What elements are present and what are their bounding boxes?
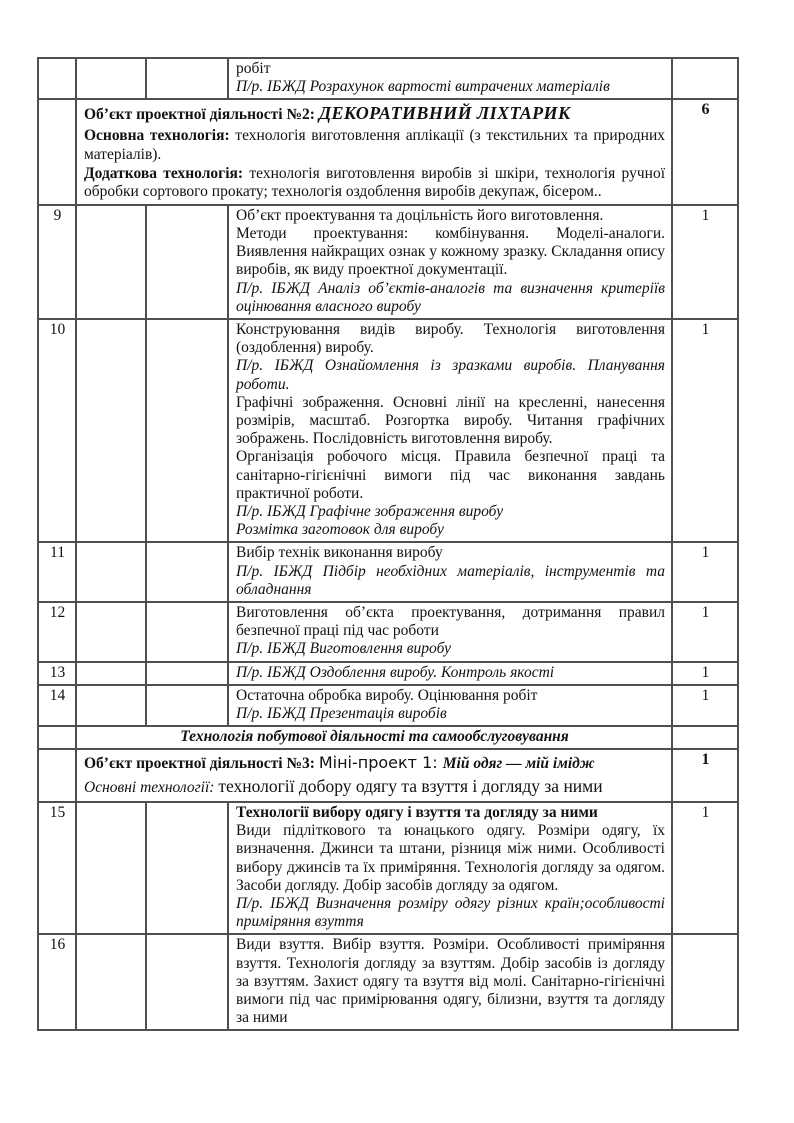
date-cell	[146, 542, 228, 602]
date-cell	[146, 58, 228, 99]
lesson-number-cell	[38, 749, 76, 802]
table-row	[38, 58, 738, 99]
date-cell	[76, 205, 146, 319]
paragraph	[236, 705, 665, 723]
lesson-content-cell	[228, 934, 672, 1030]
paragraph	[236, 60, 665, 78]
paragraph	[236, 895, 665, 931]
table-row	[38, 205, 738, 319]
hours-cell	[672, 934, 738, 1030]
project-header-cell	[76, 749, 672, 802]
lesson-content-cell	[228, 685, 672, 726]
date-cell	[76, 58, 146, 99]
date-cell	[76, 685, 146, 726]
paragraph	[236, 604, 665, 640]
lesson-content-cell	[228, 58, 672, 99]
date-cell	[146, 319, 228, 542]
text-segment: технологія виготовлення виробів зі шкіри, технологія ручної обробки сортового прокату; технологія оздоблення виробів декупаж, бісером..	[84, 164, 665, 201]
table-row	[38, 602, 738, 662]
text-segment: Об’єкт проектної діяльності №2:	[84, 106, 319, 124]
text-segment: технологія виготовлення аплікації (з текстильних та природних матеріалів).	[84, 127, 666, 163]
text-segment: Основна технологія:	[84, 127, 236, 145]
hours-cell: 6	[672, 99, 738, 204]
lesson-content-cell	[228, 802, 672, 934]
text-segment: технології добору одягу та взуття і догляду за ними	[218, 776, 603, 797]
text-segment: Вибір технік виконання виробу	[236, 544, 443, 562]
paragraph	[84, 101, 665, 127]
text-segment: Технології вибору одягу і взуття та догляду за ними	[236, 803, 598, 821]
text-segment: Основні технології:	[84, 779, 219, 797]
text-segment: Розмітка заготовок для виробу	[236, 521, 444, 539]
table-row	[38, 542, 738, 602]
date-cell	[146, 662, 228, 685]
paragraph	[236, 804, 665, 822]
paragraph	[84, 751, 665, 776]
table-row	[38, 934, 738, 1030]
date-cell	[76, 542, 146, 602]
section-title-cell: Технологія побутової діяльності та самообслуговування	[76, 726, 672, 749]
curriculum-table-body	[38, 58, 738, 1030]
date-cell	[146, 685, 228, 726]
paragraph	[236, 936, 665, 1027]
text-segment: Графічні зображення. Основні лінії на кресленні, нанесення розмірів, масштаб. Розгортка виробу. Читання графічних зображень. Послідовність виготовлення виробу.	[236, 393, 665, 448]
hours-cell: 1	[672, 205, 738, 319]
text-segment: Види взуття. Вибір взуття. Розміри. Особливості приміряння взуття. Технологія догляду за взуттям. Добір засобів із догляду за взуттям. Захист одягу та взуття від молі. Санітарно-гігієнічні вимоги під час примірювання одягу, білизни, взуття та догляду за ними	[236, 936, 665, 1027]
lesson-number-cell	[38, 99, 76, 204]
table-row	[38, 662, 738, 685]
section-header-row	[38, 726, 738, 749]
date-cell	[76, 602, 146, 662]
date-cell	[146, 934, 228, 1030]
lesson-content-cell	[228, 602, 672, 662]
date-cell	[76, 802, 146, 934]
lesson-content-cell	[228, 662, 672, 685]
paragraph	[236, 503, 665, 521]
text-segment: П/р. ІБЖД Визначення розміру одягу різних країн;особливості приміряння взуття	[236, 894, 665, 931]
text-segment: Види підліткового та юнацького одягу. Розміри одягу, їх визначення. Джинси та штани, різниця між ними. Особливості вибору джинсів та їх приміряння. Технологія догляду за одягом. Засоби догляду. Добір засобів догляду за одягом.	[236, 822, 665, 894]
hours-cell: 1	[672, 802, 738, 934]
paragraph	[236, 357, 665, 393]
text-segment: П/р. ІБЖД Графічне зображення виробу	[236, 503, 504, 521]
paragraph	[236, 687, 665, 705]
paragraph	[84, 776, 665, 799]
text-segment: Виготовлення об’єкта проектування, дотримання правил безпечної праці під час роботи	[236, 604, 665, 640]
lesson-number-cell: 15	[38, 802, 76, 934]
text-segment: П/р. ІБЖД Оздоблення виробу. Контроль якості	[236, 663, 555, 681]
table-row	[38, 685, 738, 726]
hours-cell	[672, 58, 738, 99]
hours-cell: 1	[672, 319, 738, 542]
lesson-number-cell: 16	[38, 934, 76, 1030]
lesson-number-cell	[38, 58, 76, 99]
table-row	[38, 319, 738, 542]
paragraph	[236, 544, 665, 562]
text-segment: робіт	[236, 60, 271, 77]
text-segment: П/р. ІБЖД Підбір необхідних матеріалів, інструментів та обладнання	[236, 562, 665, 598]
paragraph	[84, 165, 665, 202]
text-segment: Конструювання видів виробу. Технологія виготовлення (оздоблення) виробу.	[236, 321, 665, 357]
hours-cell: 1	[672, 685, 738, 726]
lesson-number-cell: 12	[38, 602, 76, 662]
text-segment: Об’єкт проектної діяльності №3:	[84, 755, 319, 773]
table-row	[38, 802, 738, 934]
lesson-number-cell: 11	[38, 542, 76, 602]
paragraph	[236, 664, 665, 682]
date-cell	[76, 934, 146, 1030]
hours-cell: 1	[672, 542, 738, 602]
lesson-number-cell	[38, 726, 76, 749]
lesson-content-cell	[228, 205, 672, 319]
text-segment: П/р. ІБЖД Ознайомлення із зразками виробів. Планування роботи.	[236, 357, 665, 393]
text-segment: П/р. ІБЖД Аналіз об’єктів-аналогів та визначення критеріїв оцінювання власного виробу	[236, 279, 665, 315]
date-cell	[146, 205, 228, 319]
text-segment: Мій одяг — мій імідж	[442, 755, 595, 773]
curriculum-table	[37, 57, 739, 1031]
paragraph	[236, 78, 665, 96]
table-row	[38, 99, 738, 204]
lesson-number-cell: 9	[38, 205, 76, 319]
paragraph	[84, 127, 665, 164]
paragraph	[236, 394, 665, 449]
text-segment: П/р. ІБЖД Виготовлення виробу	[236, 640, 452, 658]
text-segment: Остаточна обробка виробу. Оцінювання робіт	[236, 686, 538, 704]
date-cell	[146, 602, 228, 662]
hours-cell: 1	[672, 662, 738, 685]
paragraph	[236, 521, 665, 539]
paragraph	[236, 321, 665, 357]
hours-cell: 1	[672, 749, 738, 802]
text-segment: П/р. ІБЖД Презентація виробів	[236, 705, 447, 723]
paragraph	[236, 280, 665, 316]
table-row	[38, 749, 738, 802]
date-cell	[76, 319, 146, 542]
lesson-content-cell	[228, 542, 672, 602]
paragraph	[236, 225, 665, 280]
text-segment: Додаткова технологія:	[84, 164, 250, 182]
hours-cell	[672, 726, 738, 749]
lesson-number-cell: 14	[38, 685, 76, 726]
date-cell	[146, 802, 228, 934]
text-segment: Організація робочого місця. Правила безпечної праці та санітарно-гігієнічні вимоги під час виконання завдань практичної роботи.	[236, 448, 665, 502]
paragraph	[236, 822, 665, 895]
text-segment: П/р. ІБЖД Розрахунок вартості витрачених матеріалів	[236, 78, 610, 96]
lesson-number-cell: 13	[38, 662, 76, 685]
paragraph	[236, 640, 665, 658]
lesson-number-cell: 10	[38, 319, 76, 542]
hours-cell: 1	[672, 602, 738, 662]
text-segment: Методи проектування: комбінування. Моделі-аналоги. Виявлення найкращих ознак у кожному зразку. Складання опису виробів, як виду проектної документації.	[236, 224, 665, 279]
paragraph	[236, 207, 665, 225]
text-segment: ДЕКОРАТИВНИЙ ЛІХТАРИК	[318, 103, 571, 124]
text-segment: Об’єкт проектування та доцільність його виготовлення.	[236, 206, 604, 224]
paragraph	[236, 563, 665, 599]
project-header-cell	[76, 99, 672, 204]
paragraph	[236, 448, 665, 503]
text-segment: Міні-проект 1:	[318, 753, 443, 773]
lesson-content-cell	[228, 319, 672, 542]
date-cell	[76, 662, 146, 685]
